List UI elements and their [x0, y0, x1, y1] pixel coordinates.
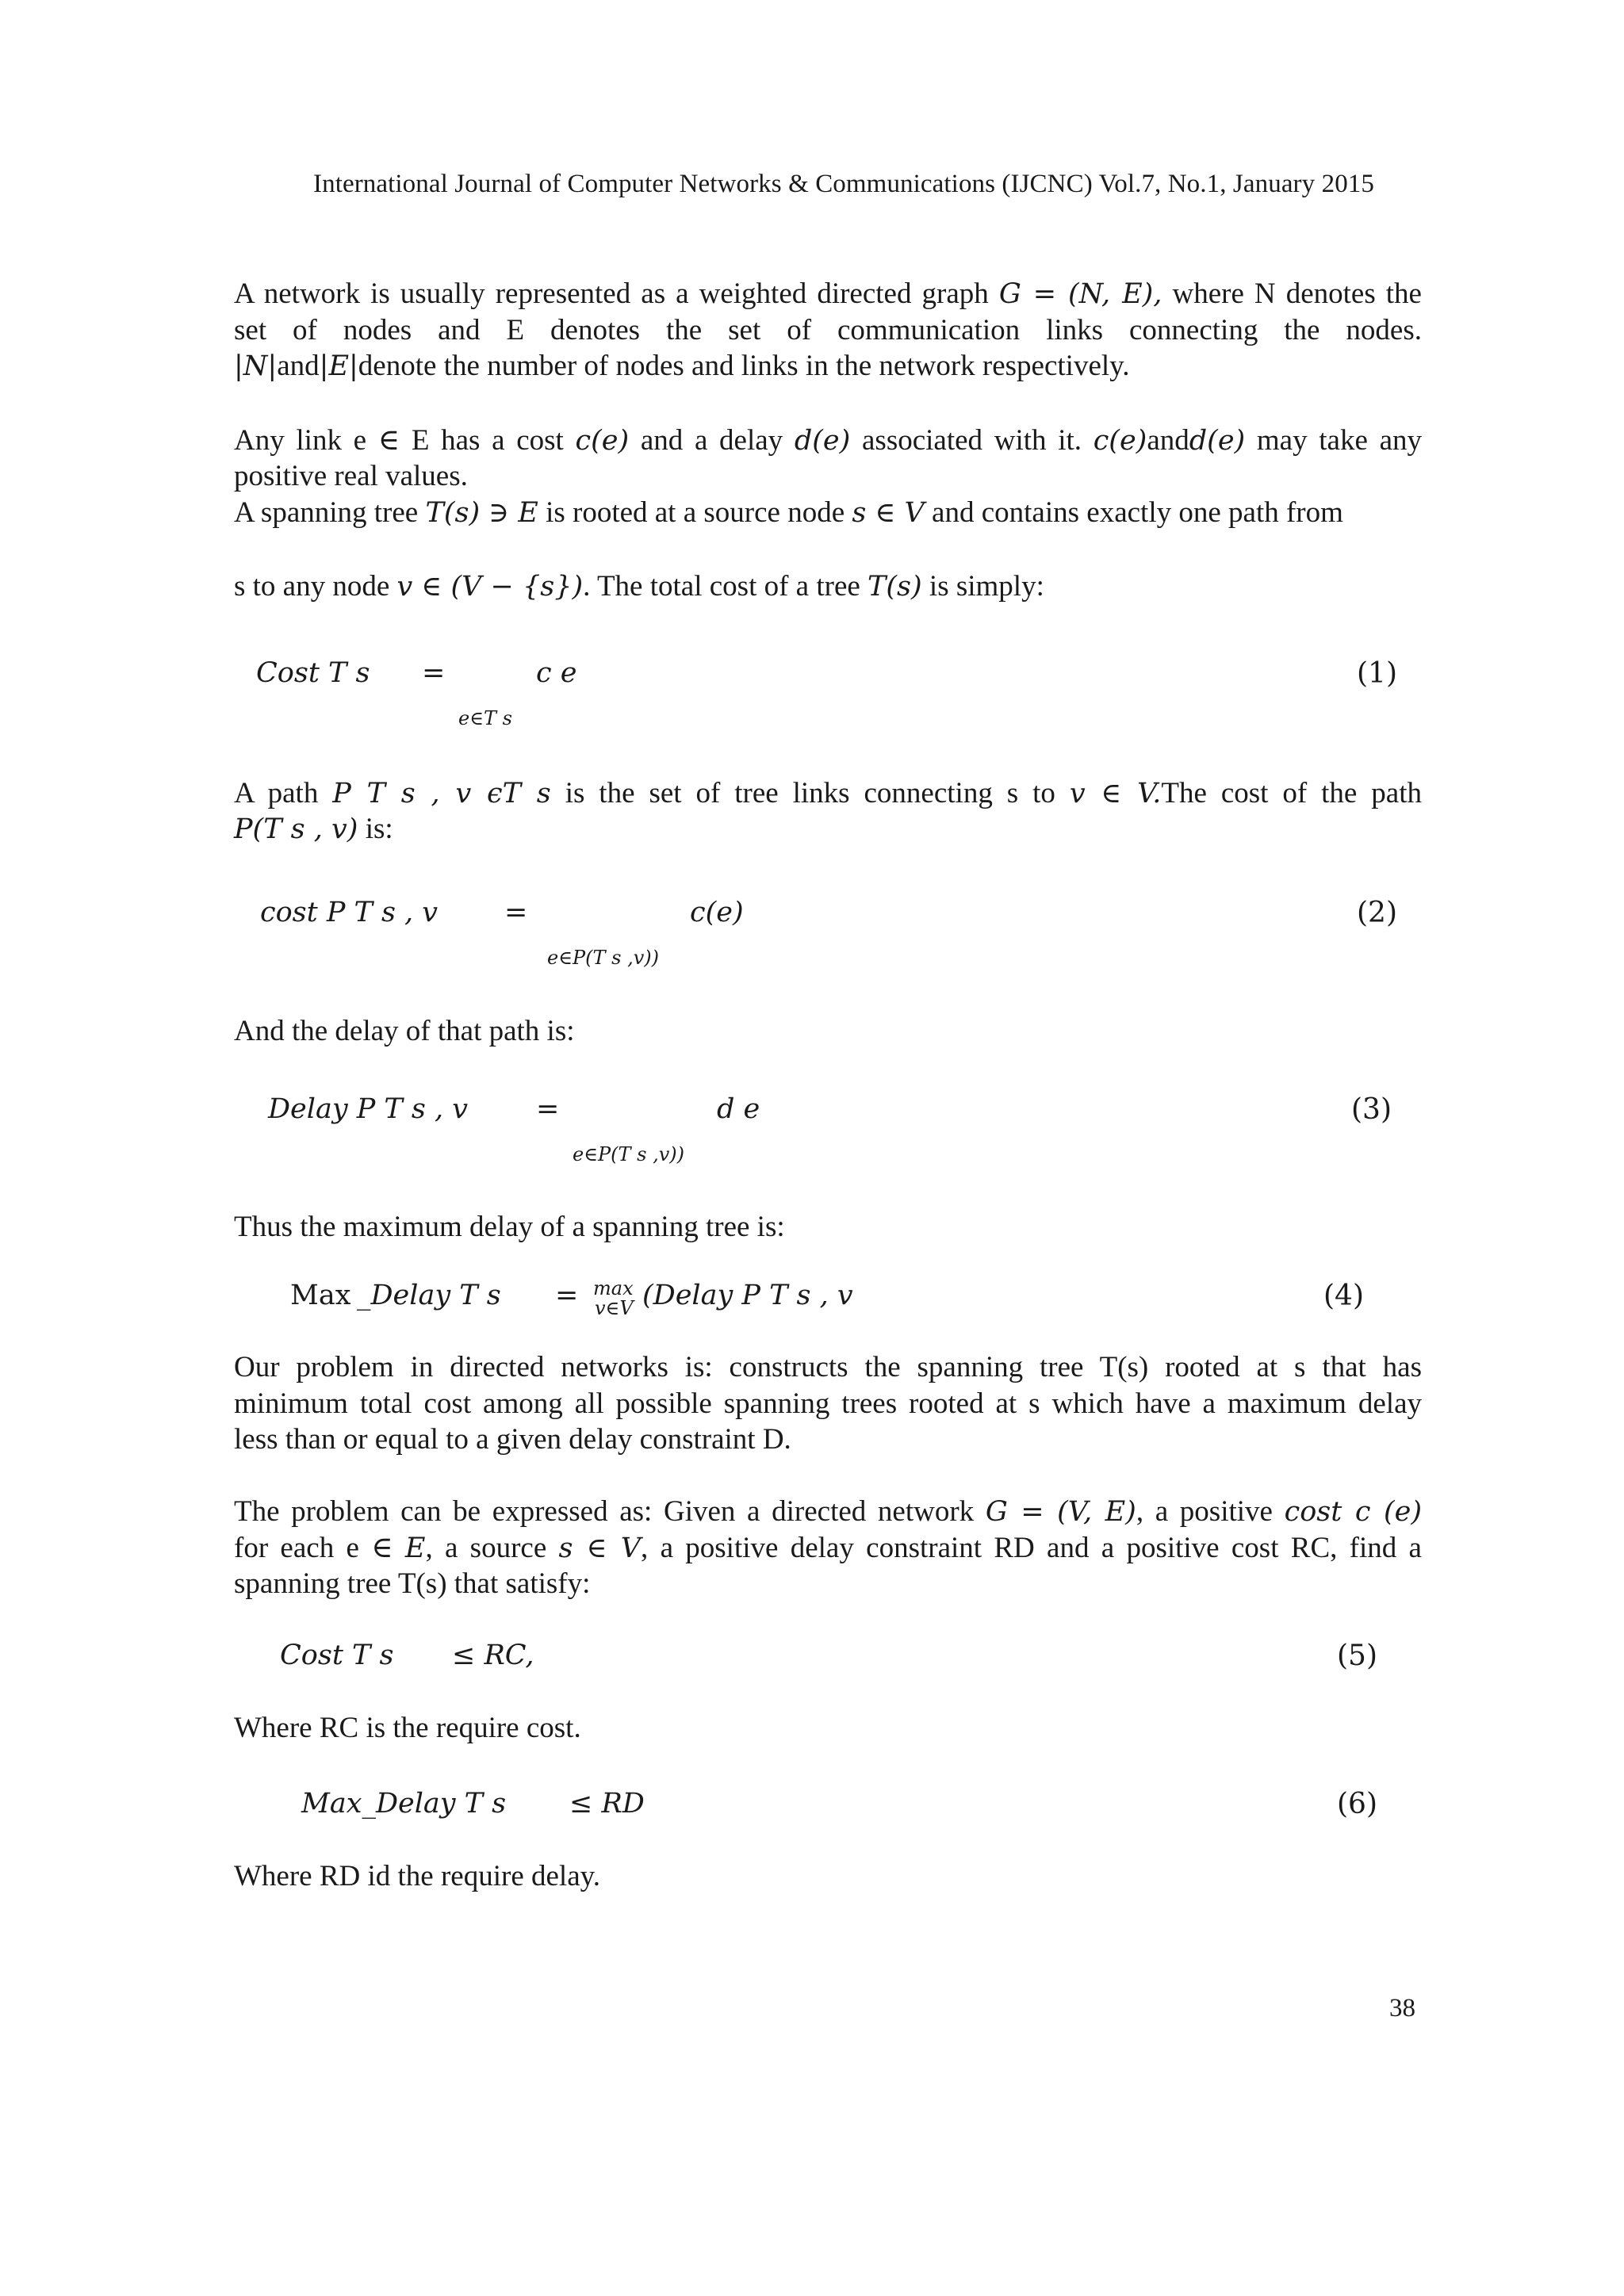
- equation-5-lhs: Cost T s: [280, 1640, 394, 1671]
- text: is:: [358, 813, 393, 845]
- text: for each e ∈: [234, 1532, 405, 1564]
- text: and: [1147, 424, 1189, 457]
- equation-4-max-subscript: v∈V: [595, 1297, 634, 1319]
- equation-3-lhs: Delay P T s , v: [268, 1093, 468, 1125]
- paragraph-2-line-1: [234, 423, 1422, 459]
- math-inline: v ∈ (V − {s}): [396, 571, 584, 603]
- math-inline: |N|: [234, 350, 278, 382]
- equation-5-rhs: ≤ RC,: [452, 1640, 534, 1671]
- text: A spanning tree: [234, 496, 426, 529]
- text: is simply:: [921, 570, 1044, 603]
- paragraph-3-line-2: [234, 569, 1044, 603]
- running-head: International Journal of Computer Networks & Communications (IJCNC) Vol.7, No.1, January 2015: [313, 170, 1375, 198]
- page-number: 38: [1389, 1994, 1415, 2022]
- math-inline: d(e): [794, 425, 851, 457]
- equation-5-number: (5): [1337, 1640, 1377, 1672]
- text: , a source: [425, 1532, 559, 1564]
- text: where N denotes the: [1162, 277, 1422, 310]
- equation-3-sum-subscript: e∈P(T s ,v)): [573, 1143, 684, 1165]
- math-inline: v ∈ V.: [1069, 778, 1162, 809]
- text: A path: [234, 777, 333, 809]
- text: , a positive: [1136, 1495, 1285, 1528]
- math-inline: c(e): [575, 425, 630, 457]
- math-inline: T(s): [868, 571, 922, 603]
- equation-6-number: (6): [1337, 1788, 1377, 1820]
- paragraph-1-line-3: [234, 349, 1130, 383]
- paragraph-7-line-1: Our problem in directed networks is: constructs the spanning tree T(s) rooted at s that has: [234, 1351, 1422, 1383]
- math-inline: s ∈ V: [558, 1533, 642, 1564]
- text: denote the number of nodes and links in the network respectively.: [358, 350, 1130, 382]
- math-inline: c(e): [1093, 425, 1147, 457]
- paragraph-2-line-2: positive real values.: [234, 460, 468, 492]
- equation-2-lhs: cost P T s , v: [260, 897, 439, 928]
- text: . The total cost of a tree: [583, 570, 868, 603]
- math-inline: G = (N, E),: [998, 278, 1162, 310]
- math-inline: E: [404, 1533, 426, 1564]
- math-inline: cost c (e): [1284, 1496, 1422, 1528]
- equation-2-equals: =: [504, 897, 528, 928]
- text: , a positive delay constraint RD and a positive cost RC, find a: [641, 1532, 1422, 1564]
- equation-4-equals: =: [555, 1280, 579, 1311]
- math-inline: |E|: [319, 350, 358, 382]
- math-inline: d(e): [1189, 425, 1246, 457]
- text: associated with it.: [850, 424, 1094, 457]
- text: The problem can be expressed as: Given a directed network: [234, 1495, 986, 1528]
- equation-4-lhs: _Delay T s: [357, 1280, 501, 1311]
- equation-2-number: (2): [1357, 897, 1397, 929]
- paragraph-8-line-3: spanning tree T(s) that satisfy:: [234, 1567, 591, 1600]
- paragraph-8-line-1: [234, 1494, 1422, 1530]
- equation-2-sum-subscript: e∈P(T s ,v)): [547, 947, 659, 969]
- paragraph-6: Thus the maximum delay of a spanning tree is:: [234, 1211, 785, 1243]
- math-inline: P(T s , v): [234, 813, 358, 845]
- text: may take any: [1245, 424, 1423, 457]
- paragraph-9: Where RC is the require cost.: [234, 1712, 581, 1744]
- equation-1-summand: c e: [536, 657, 577, 689]
- text: s to any node: [234, 570, 397, 603]
- text: and a delay: [629, 424, 795, 457]
- equation-4-lhs-max: Max: [290, 1280, 351, 1311]
- paragraph-7-line-2: minimum total cost among all possible spanning trees rooted at s which have a maximum delay: [234, 1387, 1422, 1420]
- math-inline: s ∈ V: [852, 497, 925, 529]
- paragraph-1-line-2: set of nodes and E denotes the set of communication links connecting the nodes.: [234, 314, 1422, 346]
- text: is rooted at a source node: [538, 496, 852, 529]
- equation-1-sum-subscript: e∈T s: [458, 707, 512, 729]
- text: Any link e ∈ E has a cost: [234, 424, 576, 457]
- text: and contains exactly one path from: [924, 496, 1343, 529]
- equation-2-summand: c(e): [690, 897, 744, 928]
- paragraph-5: And the delay of that path is:: [234, 1015, 575, 1047]
- math-inline: P T s , v ϵT s: [332, 778, 551, 809]
- paragraph-7-line-3: less than or equal to a given delay constraint D.: [234, 1423, 791, 1456]
- equation-3-equals: =: [536, 1093, 560, 1125]
- equation-3-number: (3): [1351, 1093, 1392, 1126]
- equation-4-rhs: (Delay P T s , v: [642, 1280, 853, 1311]
- equation-3-summand: d e: [717, 1093, 760, 1125]
- paragraph-4-line-1: [234, 775, 1422, 812]
- math-inline: T(s) ∋ E: [425, 497, 538, 529]
- paragraph-3-line-1: [234, 496, 1343, 530]
- math-inline: G = (V, E): [985, 1496, 1136, 1528]
- paragraph-8-line-2: [234, 1530, 1422, 1567]
- equation-4-max-operator: max: [593, 1277, 634, 1299]
- paragraph-1-line-1: [234, 276, 1422, 312]
- paragraph-4-line-2: [234, 812, 393, 846]
- equation-6-rhs: ≤ RD: [569, 1788, 645, 1820]
- text: is the set of tree links connecting s to: [550, 777, 1070, 809]
- text: The cost of the path: [1161, 777, 1422, 809]
- text: A network is usually represented as a weighted directed graph: [234, 277, 999, 310]
- equation-6-lhs: Max_Delay T s: [301, 1788, 507, 1820]
- text: and: [277, 350, 320, 382]
- equation-1-lhs: Cost T s: [256, 657, 370, 689]
- equation-1-equals: =: [422, 657, 446, 689]
- paragraph-10: Where RD id the require delay.: [234, 1860, 600, 1892]
- equation-1-number: (1): [1357, 657, 1397, 690]
- equation-4-number: (4): [1323, 1280, 1364, 1312]
